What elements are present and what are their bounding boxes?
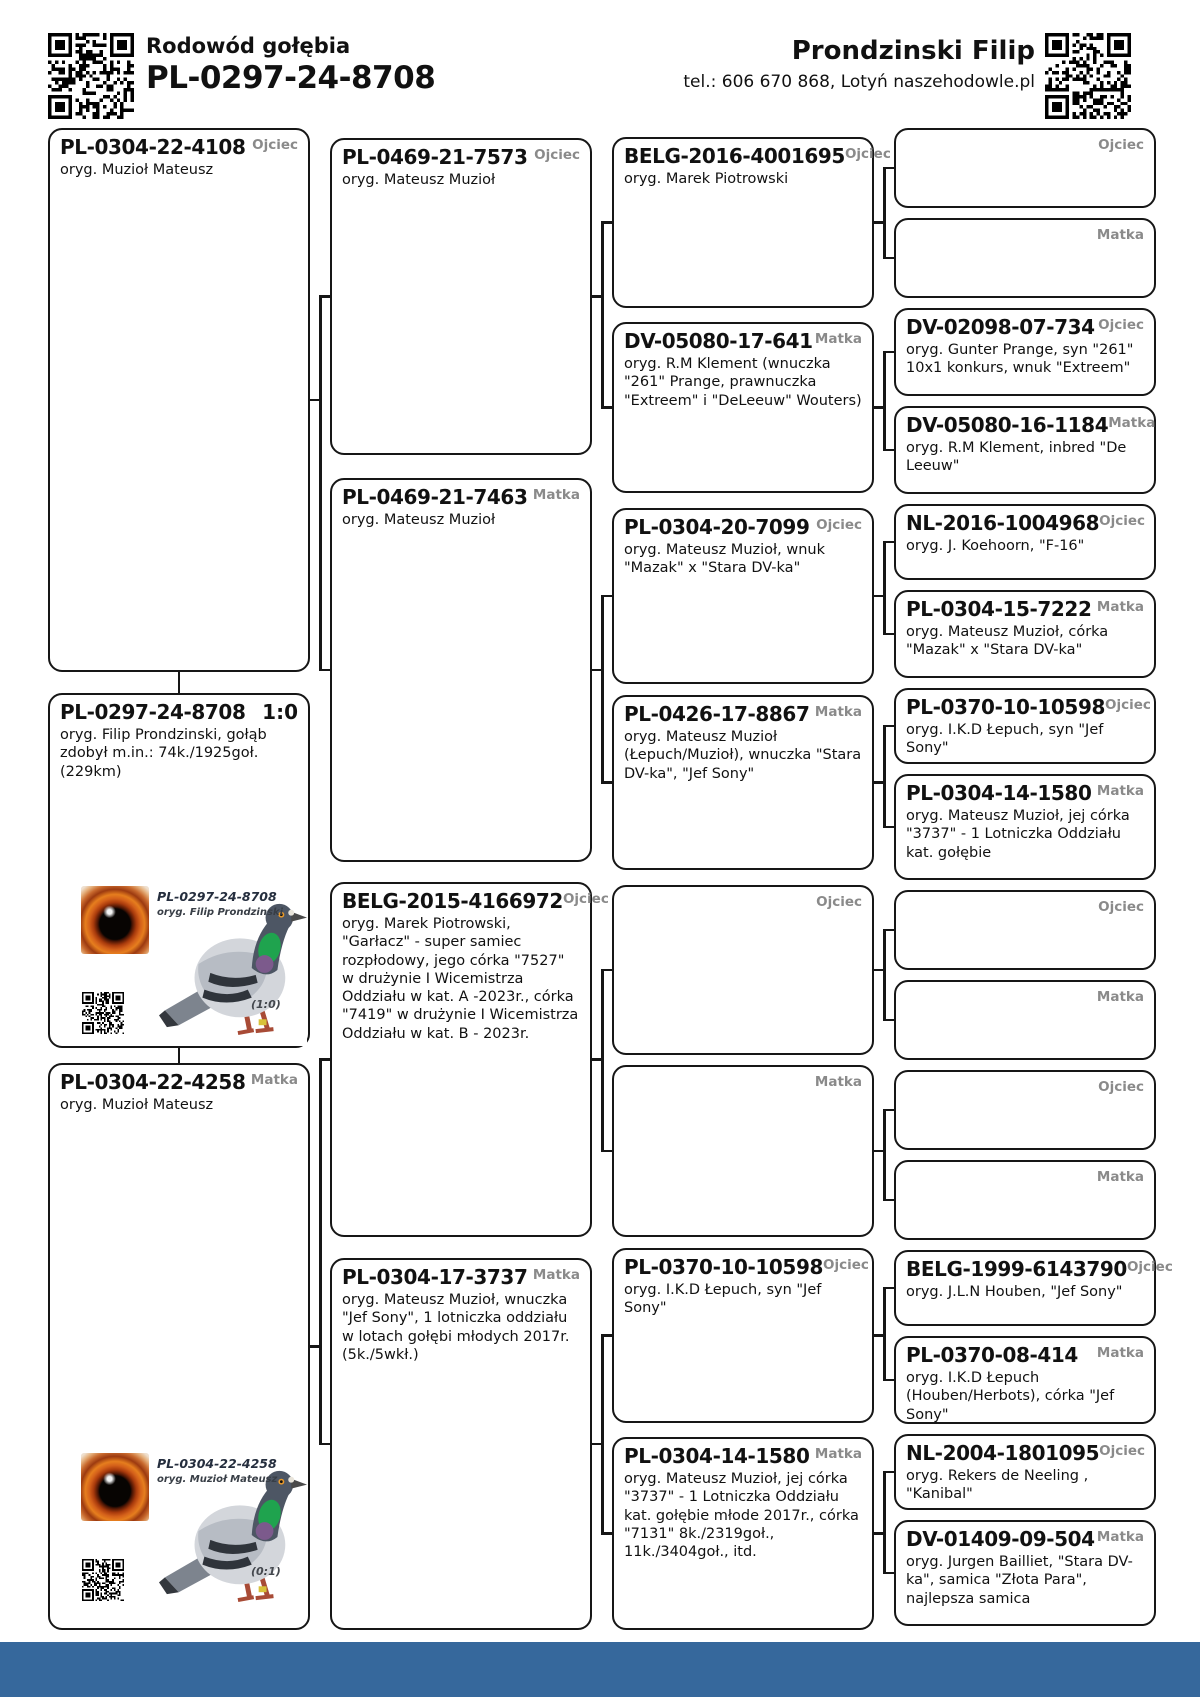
ring-number: DV-01409-09-504 [906,1527,1095,1551]
relation-label: Matka [814,704,862,720]
connector-line [883,449,894,452]
box-header [906,135,1144,153]
box-header [906,1257,1173,1281]
relation-label: Matka [1096,599,1144,615]
connector-line [319,295,330,298]
pedigree-box-ancestor [894,1434,1156,1510]
relation-label: Ojciec [1126,1259,1173,1275]
connector-line [601,1532,612,1535]
box-header [624,702,862,726]
connector-line [883,929,886,1022]
pedigree-box-ancestor [612,1437,874,1630]
box-header [906,695,1151,719]
box-header [906,1441,1144,1465]
pigeon-description: oryg. Mateusz Muzioł, jej córka "3737" - 1 Lotniczka Oddziału kat. gołębie [906,808,1130,861]
connector-line [319,295,322,671]
ring-number: DV-05080-17-641 [624,329,813,353]
box-header [624,1444,862,1468]
ring-number: PL-0426-17-8867 [624,702,810,726]
relation-label: Ojciec [1098,1079,1144,1095]
relation-label: Ojciec [844,146,891,162]
pedigree-box-ancestor [612,885,874,1055]
relation-label: Ojciec [1098,899,1144,915]
pigeon-description: oryg. Rekers de Neeling , "Kanibal" [906,1468,1089,1503]
pigeon-description: oryg. Muzioł Mateusz [60,162,214,178]
box-header [906,781,1144,805]
relation-label: Ojciec [816,894,862,910]
ring-number: PL-0304-20-7099 [624,515,810,539]
box-header [624,892,862,910]
box-header [624,1072,862,1090]
relation-label: Matka [250,1072,298,1088]
box-header [60,700,298,724]
pedigree-box-subject [48,693,310,1048]
qr-code-right-icon [1045,33,1131,119]
pedigree-box-mother [48,1063,310,1630]
ring-number: NL-2004-1801095 [906,1441,1100,1465]
qr-code-small-icon [82,1559,124,1601]
pedigree-box-ancestor [894,590,1156,678]
box-header [906,511,1144,535]
connector-line [601,1334,604,1535]
footer-accent-bar [0,1642,1200,1697]
box-header [906,897,1144,915]
pedigree-box-ancestor [894,1250,1173,1326]
relation-label: Ojciec [1104,697,1151,713]
relation-label: Matka [1096,227,1144,243]
connector-line [883,167,894,170]
pigeon-photo [81,1453,307,1613]
ring-number: PL-0370-10-10598 [906,695,1105,719]
pedigree-box-ancestor [894,890,1156,970]
pedigree-box-father [48,128,310,672]
pigeon-description: oryg. Marek Piotrowski, "Garłacz" - super samiec rozpłodowy, jego córka "7527" w drużynie I Wicemistrza Oddziału w kat. A -2023r., córka "7419" w drużynie I Wicemistrza Oddziału w kat. B - 2023r. [342,916,579,1042]
photo-ring-label: PL-0297-24-8708 [157,889,277,904]
pedigree-box-ancestor [612,1065,874,1237]
pedigree-box-ancestor [894,688,1156,764]
connector-line [883,1109,886,1202]
ring-number: PL-0469-21-7573 [342,145,528,169]
connector-line [319,669,330,672]
pedigree-box-ancestor [330,138,592,455]
connector-line [883,1287,886,1382]
box-header [624,329,862,353]
box-header [906,1167,1144,1185]
box-header [342,1265,580,1289]
connector-line [883,1287,894,1290]
box-header [342,889,609,913]
relation-label: Ojciec [1098,317,1144,333]
pedigree-box-ancestor [894,980,1156,1060]
pigeon-description: oryg. Mateusz Muzioł, wnuczka "Jef Sony", 1 lotniczka oddziału w lotach gołębi młodych 2017r. (5k./5wkł.) [342,1292,570,1363]
box-header [906,597,1144,621]
subject-ring-title: PL-0297-24-8708 [146,60,436,96]
connector-line [883,826,894,829]
connector-line [601,221,604,409]
ring-number: BELG-2016-4001695 [624,144,845,168]
photo-owner-label: oryg. Muzioł Mateusz [157,1474,278,1485]
box-header [342,145,580,169]
pedigree-box-ancestor [894,128,1156,208]
score-label: 1:0 [262,700,298,724]
pigeon-description: oryg. Jurgen Bailliet, "Stara DV-ka", samica "Złota Para", najlepsza samica [906,1554,1133,1607]
pigeon-description: oryg. I.K.D Łepuch, syn "Jef Sony" [624,1282,822,1317]
relation-label: Matka [532,487,580,503]
box-header [60,135,298,159]
ring-number: PL-0304-14-1580 [906,781,1092,805]
pigeon-description: oryg. Marek Piotrowski [624,171,789,187]
relation-label: Ojciec [1099,513,1146,529]
box-header [624,1255,869,1279]
ring-number: PL-0304-15-7222 [906,597,1092,621]
connector-line [883,351,894,354]
pedigree-box-ancestor [894,504,1156,580]
pigeon-photo [81,886,307,1046]
ring-number: PL-0297-24-8708 [60,700,246,724]
box-header [624,515,862,539]
connector-line [319,1058,322,1445]
connector-line [883,1379,894,1382]
pigeon-description: oryg. I.K.D Łepuch, syn "Jef Sony" [906,722,1104,757]
ring-number: PL-0304-14-1580 [624,1444,810,1468]
pigeon-description: oryg. Mateusz Muzioł [342,172,496,188]
photo-owner-label: oryg. Filip Prondzinski [157,907,284,918]
connector-line [883,1471,894,1474]
pedigree-box-ancestor [894,406,1156,494]
box-header [906,225,1144,243]
box-header [342,485,580,509]
breeder-contact: tel.: 606 670 868, Lotyń naszehodowle.pl [683,72,1035,92]
relation-label: Ojciec [562,891,609,907]
pedigree-box-ancestor [612,508,874,684]
relation-label: Matka [1108,415,1156,431]
ring-number: NL-2016-1004968 [906,511,1100,535]
connector-line [883,541,886,636]
eye-closeup-image [81,886,149,954]
pigeon-description: oryg. Mateusz Muzioł [342,512,496,528]
pigeon-description: oryg. Mateusz Muzioł (Łepuch/Muzioł), wnuczka "Stara DV-ka", "Jef Sony" [624,729,862,782]
pedigree-box-ancestor [894,308,1156,396]
ring-number: PL-0370-10-10598 [624,1255,823,1279]
pigeon-description: oryg. R.M Klement (wnuczka "261" Prange, prawnuczka "Extreem" i "DeLeeuw" Wouters) [624,356,862,409]
box-header [906,1077,1144,1095]
pigeon-description: oryg. Mateusz Muzioł, wnuk "Mazak" x "Stara DV-ka" [624,542,825,577]
pigeon-description: oryg. Muzioł Mateusz [60,1097,214,1113]
ring-number: DV-02098-07-734 [906,315,1095,339]
pigeon-description: oryg. J. Koehoorn, "F-16" [906,538,1085,554]
relation-label: Ojciec [822,1257,869,1273]
pigeon-description: oryg. Mateusz Muzioł, córka "Mazak" x "Stara DV-ka" [906,624,1109,659]
breeder-block [683,36,1035,92]
document-title: Rodowód gołębia [146,34,351,58]
connector-line [601,1334,612,1337]
pigeon-description: oryg. Filip Prondzinski, gołąb zdobył m.in.: 74k./1925goł. (229km) [60,727,267,780]
connector-line [883,167,886,260]
ring-number: DV-05080-16-1184 [906,413,1109,437]
connector-line [601,781,612,784]
connector-line [883,725,886,829]
connector-line [883,725,894,728]
pedigree-box-ancestor [894,1520,1156,1626]
pedigree-box-ancestor [894,218,1156,298]
pedigree-box-ancestor [612,695,874,870]
pedigree-box-ancestor [894,774,1156,880]
ring-number: BELG-1999-6143790 [906,1257,1127,1281]
box-header [624,144,891,168]
photo-ring-label: PL-0304-22-4258 [157,1456,277,1471]
connector-line [883,1572,894,1575]
connector-line [601,1150,612,1153]
relation-label: Matka [1096,783,1144,799]
connector-line [883,1199,894,1202]
pedigree-box-ancestor [894,1336,1156,1424]
relation-label: Ojciec [252,137,298,153]
pedigree-box-ancestor [330,1258,592,1630]
connector-line [601,969,612,972]
eye-closeup-image [81,1453,149,1521]
qr-code-small-icon [82,992,124,1034]
relation-label: Ojciec [816,517,862,533]
connector-line [601,221,612,224]
header-title-block [146,34,435,96]
connector-line [883,1109,894,1112]
connector-line [883,633,894,636]
connector-line [883,257,894,260]
pedigree-box-ancestor [612,322,874,493]
relation-label: Matka [1096,1345,1144,1361]
pigeon-description: oryg. J.L.N Houben, "Jef Sony" [906,1284,1123,1300]
box-header [60,1070,298,1094]
relation-label: Matka [814,1446,862,1462]
relation-label: Matka [1096,989,1144,1005]
connector-line [601,595,612,598]
relation-label: Matka [1096,1529,1144,1545]
qr-code-left-icon [48,33,134,119]
connector-line [601,969,604,1153]
pedigree-box-ancestor [894,1070,1156,1150]
relation-label: Matka [532,1267,580,1283]
ring-number: PL-0304-22-4108 [60,135,246,159]
box-header [906,1527,1144,1551]
connector-line [601,406,612,409]
pedigree-box-ancestor [330,478,592,862]
connector-line [601,595,604,784]
pigeon-description: oryg. R.M Klement, inbred "De Leeuw" [906,440,1127,475]
pigeon-description: oryg. Gunter Prange, syn "261" 10x1 konkurs, wnuk "Extreem" [906,342,1134,377]
relation-label: Ojciec [1099,1443,1146,1459]
connector-line [319,1058,330,1061]
connector-line [178,672,181,693]
photo-score-tag: (0:1) [251,1565,281,1578]
ring-number: PL-0304-22-4258 [60,1070,246,1094]
relation-label: Matka [814,1074,862,1090]
relation-label: Matka [814,331,862,347]
box-header [906,315,1144,339]
connector-line [883,1471,886,1575]
pigeon-description: oryg. Mateusz Muzioł, jej córka "3737" - 1 Lotniczka Oddziału kat. gołębie młode 2017r., córka "7131" 8k./2319goł., 11k./3404goł., itd. [624,1471,859,1561]
connector-line [319,1443,330,1446]
pedigree-box-ancestor [612,1248,874,1423]
box-header [906,1343,1144,1367]
connector-line [178,1048,181,1063]
relation-label: Ojciec [534,147,580,163]
pedigree-box-ancestor [894,1160,1156,1240]
connector-line [883,351,886,452]
photo-score-tag: (1:0) [251,998,281,1011]
relation-label: Matka [1096,1169,1144,1185]
connector-line [883,929,894,932]
pigeon-description: oryg. I.K.D Łepuch (Houben/Herbots), córka "Jef Sony" [906,1370,1115,1423]
relation-label: Ojciec [1098,137,1144,153]
connector-line [883,541,894,544]
box-header [906,987,1144,1005]
box-header [906,413,1156,437]
ring-number: BELG-2015-4166972 [342,889,563,913]
ring-number: PL-0304-17-3737 [342,1265,528,1289]
breeder-name: Prondzinski Filip [791,36,1035,66]
connector-line [883,1019,894,1022]
pedigree-box-ancestor [612,137,891,308]
ring-number: PL-0469-21-7463 [342,485,528,509]
ring-number: PL-0370-08-414 [906,1343,1078,1367]
pedigree-box-ancestor [330,882,609,1237]
